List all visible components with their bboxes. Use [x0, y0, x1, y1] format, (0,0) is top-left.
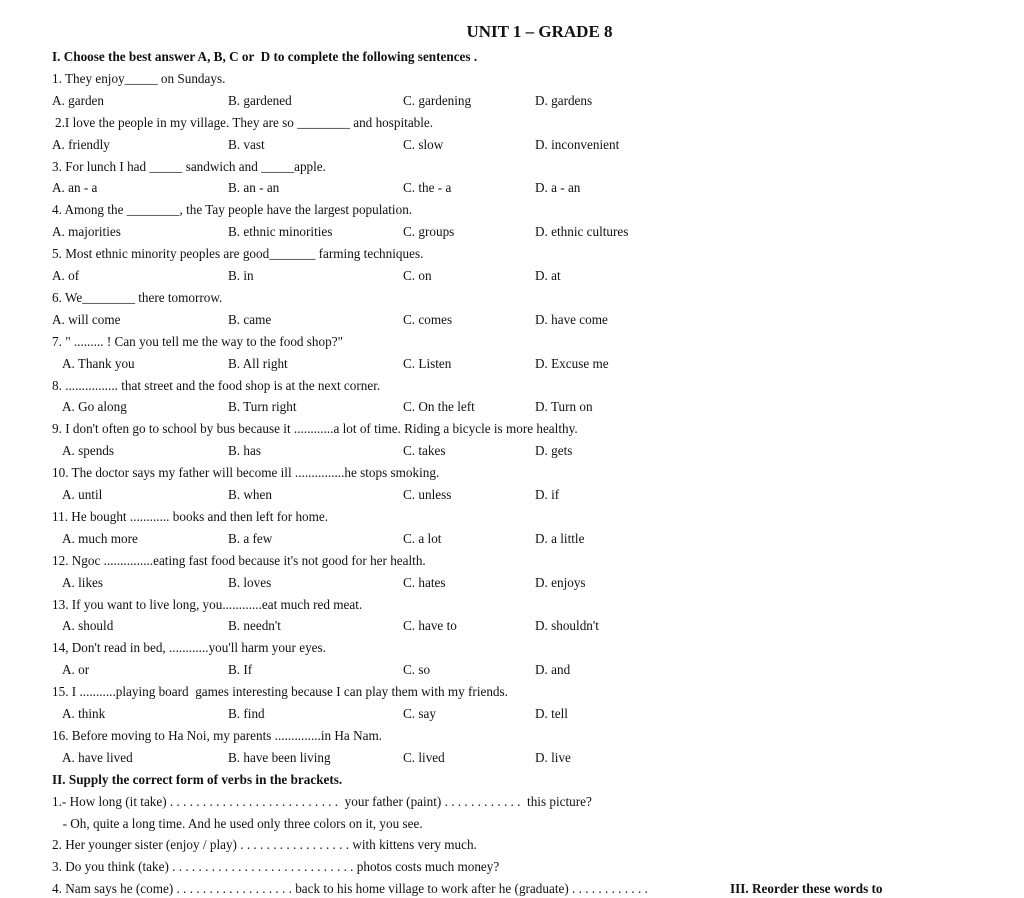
option-d: D. Excuse me [535, 355, 609, 371]
option-a: A. much more [62, 530, 138, 546]
page-title: UNIT 1 – GRADE 8 [466, 22, 613, 41]
option-b: B. ethnic minorities [228, 224, 333, 240]
option-d: D. a - an [535, 180, 581, 196]
option-a: A. will come [52, 311, 121, 327]
option-a: A. until [62, 487, 103, 502]
question-text: 10. The doctor says my father will become ill ...............he stops smoking. [52, 465, 440, 481]
option-c: C. lived [403, 749, 445, 765]
option-b: B. If [228, 662, 253, 678]
option-b: B. find [228, 706, 265, 721]
option-c: C. groups [403, 224, 455, 240]
option-c: C. Listen [403, 355, 452, 371]
question-text: 15. I ...........playing board games interesting because I can play them with my friends. [52, 684, 508, 700]
option-c: C. takes [403, 443, 446, 459]
option-c: C. unless [403, 487, 452, 502]
question-text: 4. Among the ________, the Tay people have the largest population. [52, 202, 413, 218]
option-d: D. ethnic cultures [535, 224, 629, 240]
option-a: A. Go along [62, 399, 127, 415]
option-b: B. in [228, 268, 254, 283]
verb-exercise-line: 3. Do you think (take) . . . . . . . . . . . . . . . . . . . . . . . . . . . . photos costs much money? [52, 859, 500, 875]
question-text: 13. If you want to live long, you............eat much red meat. [52, 596, 363, 612]
option-a: A. spends [62, 443, 115, 459]
option-a: A. have lived [62, 749, 133, 765]
option-a: A. an - a [52, 180, 98, 196]
option-b: B. a few [228, 530, 273, 546]
option-d: D. gets [535, 443, 573, 459]
option-b: B. All right [228, 355, 288, 371]
option-c: C. comes [403, 311, 453, 327]
option-a: A. likes [62, 574, 104, 590]
option-a: A. majorities [52, 224, 121, 240]
option-c: C. say [403, 706, 436, 721]
section-2-heading: II. Supply the correct form of verbs in the brackets. [52, 771, 343, 787]
option-a: A. Thank you [62, 355, 135, 371]
question-text: 5. Most ethnic minority peoples are good_______ farming techniques. [52, 246, 424, 262]
question-text: 14, Don't read in bed, ............you'll harm your eyes. [52, 640, 326, 656]
verb-exercise-line: 1.- How long (it take) . . . . . . . . . . . . . . . . . . . . . . . . . . your father (paint) . . . . . . . . . . . . this picture? [52, 793, 592, 809]
option-b: B. has [228, 443, 261, 459]
option-a: A. think [62, 706, 106, 721]
option-c: C. gardening [403, 92, 472, 108]
option-d: D. inconvenient [535, 136, 620, 152]
option-d: D. live [535, 749, 571, 765]
option-d: D. enjoys [535, 574, 586, 590]
question-text: 7. " ......... ! Can you tell me the way to the food shop?" [52, 333, 343, 349]
option-c: C. hates [403, 574, 446, 590]
option-a: A. garden [52, 92, 104, 108]
option-a: A. should [62, 618, 114, 634]
option-a: A. of [52, 268, 80, 283]
option-d: D. if [535, 487, 560, 502]
option-b: B. have been living [228, 749, 331, 765]
option-b: B. came [228, 311, 272, 327]
option-d: D. shouldn't [535, 618, 599, 634]
option-a: A. or [62, 662, 90, 678]
option-b: B. gardened [228, 92, 292, 108]
verb-exercise-line: - Oh, quite a long time. And he used only three colors on it, you see. [56, 815, 423, 831]
verb-exercise-line: 4. Nam says he (come) . . . . . . . . . . . . . . . . . . back to his home village to work after he (graduate) . . . . . . . . . . . . [52, 881, 648, 897]
question-text: 12. Ngoc ...............eating fast food because it's not good for her health. [52, 552, 426, 568]
option-d: D. tell [535, 706, 568, 721]
option-c: C. on [403, 268, 432, 283]
question-text: 8. ................ that street and the food shop is at the next corner. [52, 377, 381, 393]
option-d: D. Turn on [535, 399, 593, 415]
option-c: C. the - a [403, 180, 452, 196]
question-text: 2.I love the people in my village. They are so ________ and hospitable. [55, 114, 434, 130]
option-d: D. have come [535, 311, 608, 327]
verb-exercise-line: 2. Her younger sister (enjoy / play) . . . . . . . . . . . . . . . . . with kittens very much. [52, 837, 477, 853]
option-d: D. at [535, 268, 561, 283]
option-b: B. vast [228, 136, 265, 152]
section-3-heading: III. Reorder these words to [730, 881, 883, 897]
option-a: A. friendly [52, 136, 110, 152]
option-d: D. a little [535, 530, 585, 546]
question-text: 9. I don't often go to school by bus because it ............a lot of time. Riding a bicycle is more healthy. [52, 421, 578, 437]
question-text: 3. For lunch I had _____ sandwich and _____apple. [52, 158, 326, 174]
question-text: 6. We________ there tomorrow. [52, 289, 223, 305]
option-c: C. slow [403, 136, 444, 152]
question-text: 1. They enjoy_____ on Sundays. [52, 70, 226, 86]
option-b: B. when [228, 487, 272, 502]
question-text: 16. Before moving to Ha Noi, my parents ..............in Ha Nam. [52, 727, 382, 743]
question-text: 11. He bought ............ books and then left for home. [52, 508, 329, 524]
option-d: D. gardens [535, 92, 593, 108]
option-b: B. loves [228, 574, 272, 590]
section-1-heading: I. Choose the best answer A, B, C or D to complete the following sentences . [52, 49, 478, 64]
option-b: B. an - an [228, 180, 280, 196]
option-c: C. On the left [403, 399, 475, 415]
option-c: C. have to [403, 618, 457, 634]
option-d: D. and [535, 662, 571, 678]
option-c: C. so [403, 662, 431, 678]
option-c: C. a lot [403, 530, 442, 546]
option-b: B. needn't [228, 618, 281, 634]
option-b: B. Turn right [228, 399, 297, 415]
